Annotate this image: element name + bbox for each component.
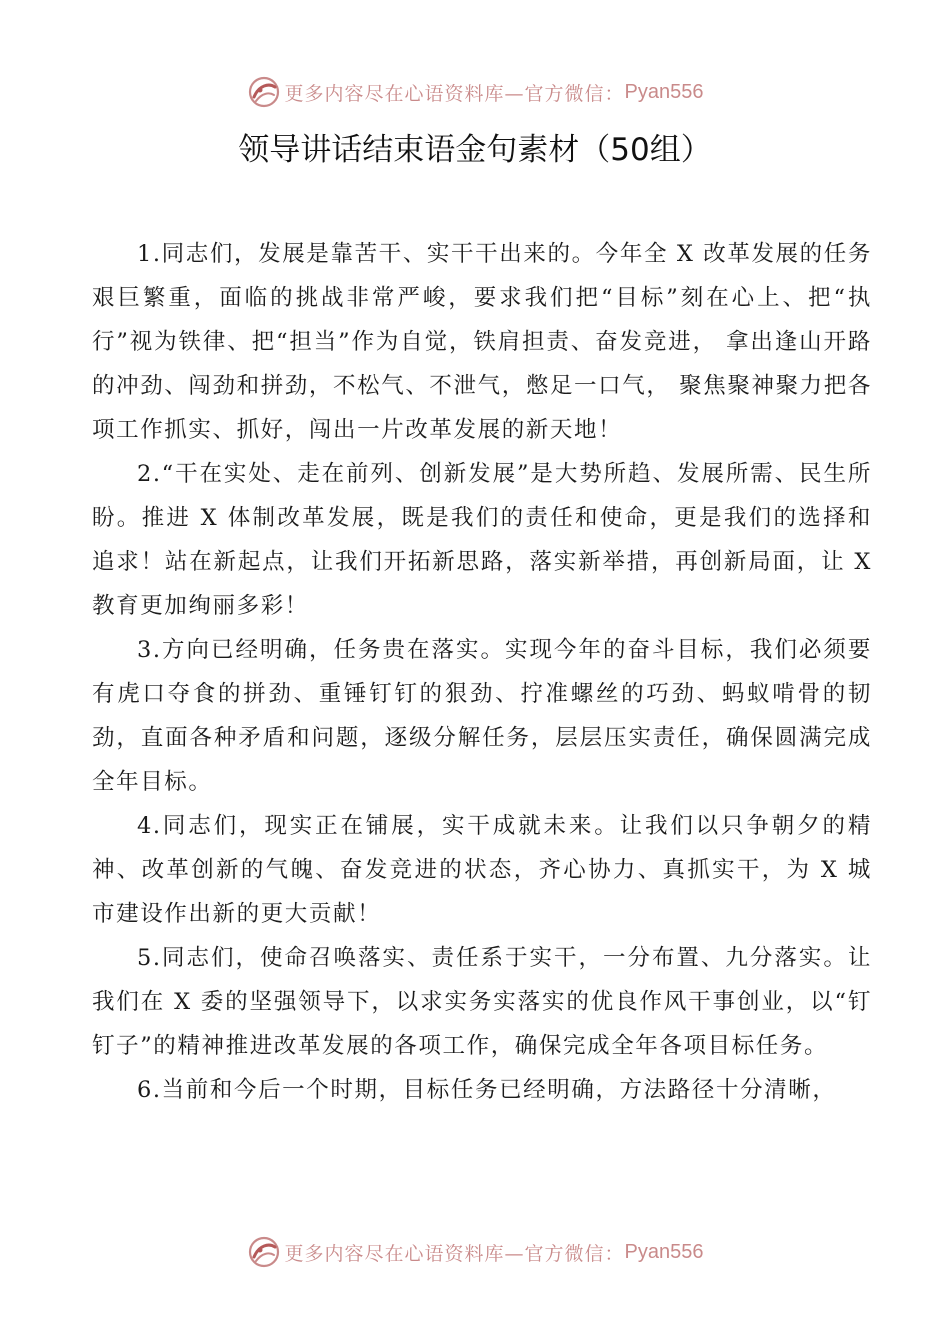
paragraph: 3.方向已经明确，任务贵在落实。实现今年的奋斗目标，我们必须要有虎口夺食的拼劲、重锤钉钉的狠劲、拧准螺丝的巧劲、蚂蚁啃骨的韧劲，直面各种矛盾和问题，逐级分解任务，层层压实责任，确保圆满完成全年目标。 xyxy=(92,637,872,795)
seal-logo-icon xyxy=(247,1235,281,1269)
document-body xyxy=(92,232,872,1112)
seal-logo-icon xyxy=(247,75,281,109)
paragraph: 1.同志们，发展是靠苦干、实干干出来的。今年全 X 改革发展的任务艰巨繁重，面临的挑战非常严峻，要求我们把“目标”刻在心上、把“执行”视为铁律、把“担当”作为自觉，铁肩担责、奋发竞进， 拿出逢山开路的冲劲、闯劲和拼劲，不松气、不泄气，憋足一口气， 聚焦聚神聚力把各项工作抓实、抓好，闯出一片改革发展的新天地！ xyxy=(92,241,872,443)
banner-text: 更多内容尽在心语资料库—官方微信： xyxy=(284,82,625,105)
banner-wechat-id: Pyan556 xyxy=(624,1240,704,1263)
banner-wechat-id: Pyan556 xyxy=(624,80,704,103)
footer-watermark-banner xyxy=(0,1232,950,1272)
banner-text: 更多内容尽在心语资料库—官方微信： xyxy=(284,1242,625,1265)
paragraph: 5.同志们，使命召唤落实、责任系于实干，一分布置、九分落实。让我们在 X 委的坚强领导下，以求实务实落实的优良作风干事创业，以“钉钉子”的精神推进改革发展的各项工作，确保完成全年各项目标任务。 xyxy=(92,945,872,1059)
paragraph: 2.“干在实处、走在前列、创新发展”是大势所趋、发展所需、民生所盼。推进 X 体制改革发展，既是我们的责任和使命，更是我们的选择和追求！站在新起点，让我们开拓新思路，落实新举措，再创新局面，让 X 教育更加绚丽多彩！ xyxy=(92,461,872,619)
document-title: 领导讲话结束语金句素材（50组） xyxy=(238,132,712,168)
header-watermark-banner xyxy=(0,72,950,112)
paragraph: 6.当前和今后一个时期，目标任务已经明确，方法路径十分清晰， xyxy=(137,1077,837,1103)
paragraph: 4.同志们，现实正在铺展，实干成就未来。让我们以只争朝夕的精神、改革创新的气魄、奋发竞进的状态，齐心协力、真抓实干，为 X 城市建设作出新的更大贡献！ xyxy=(92,813,872,927)
